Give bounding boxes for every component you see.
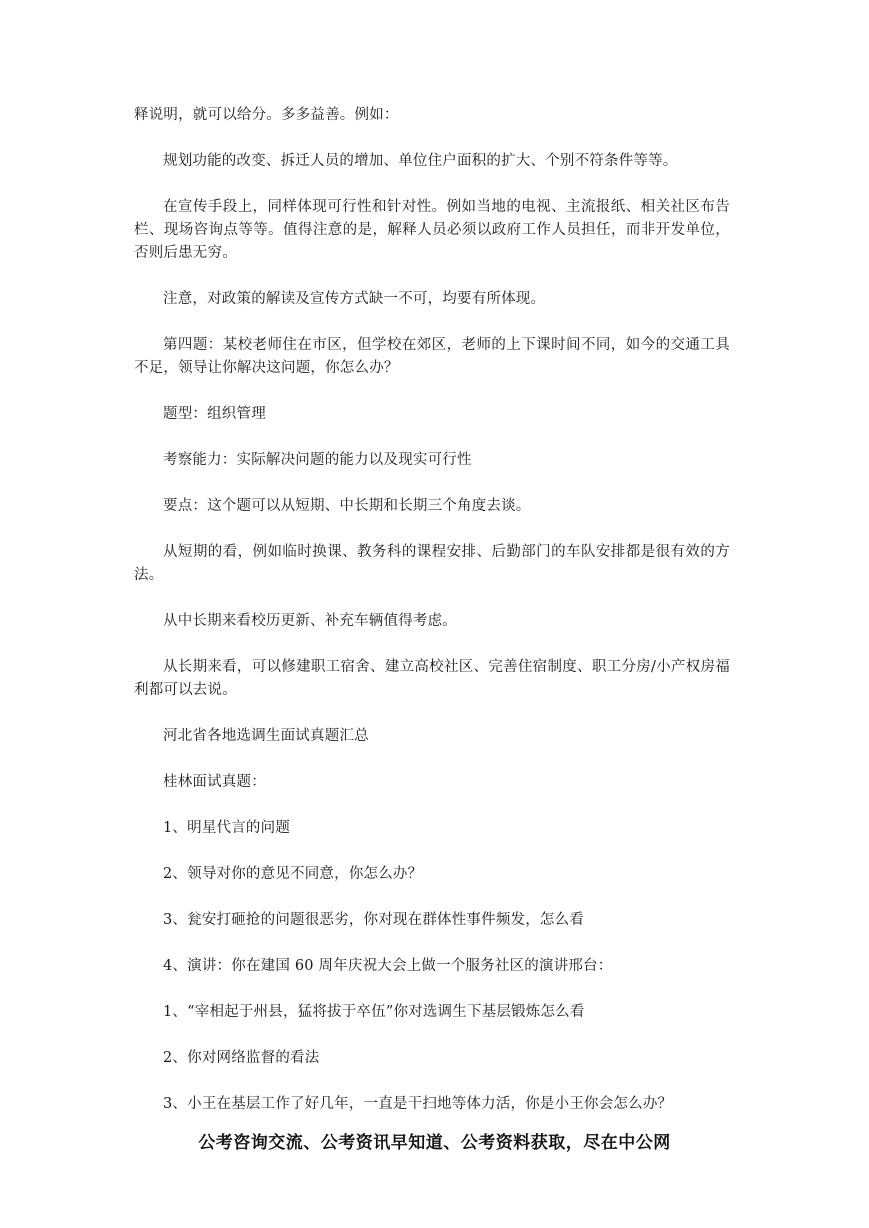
paragraph: 规划功能的改变、拆迁人员的增加、单位住户面积的扩大、个别不符条件等等。 <box>163 153 678 169</box>
paragraph: 释说明，就可以给分。多多益善。例如： <box>134 107 399 123</box>
paragraph: 第四题：某校老师住在市区，但学校在郊区，老师的上下课时间不同，如今的交通工具不足，领导让你解决这问题，你怎么办？ <box>134 337 730 376</box>
list-item: 2、领导对你的意见不同意，你怎么办？ <box>163 866 423 882</box>
paragraph: 要点：这个题可以从短期、中长期和长期三个角度去谈。 <box>163 498 531 514</box>
section-heading: 河北省各地选调生面试真题汇总 <box>163 728 369 744</box>
paragraph: 注意，对政策的解读及宣传方式缺一不可，均要有所体现。 <box>163 291 546 307</box>
list-item: 3、瓮安打砸抢的问题很恶劣，你对现在群体性事件频发，怎么看 <box>163 912 585 928</box>
list-item: 3、小王在基层工作了好几年，一直是干扫地等体力活，你是小王你会怎么办？ <box>163 1096 673 1112</box>
list-item: 2、你对网络监督的看法 <box>163 1050 320 1066</box>
paragraph: 考察能力：实际解决问题的能力以及现实可行性 <box>163 452 472 468</box>
subsection-heading: 桂林面试真题： <box>163 774 266 790</box>
paragraph: 从长期来看，可以修建职工宿舍、建立高校社区、完善住宿制度、职工分房/小产权房福利都可以去说。 <box>134 659 730 698</box>
paragraph: 从短期的看，例如临时换课、教务科的课程安排、后勤部门的车队安排都是很有效的方法。 <box>134 544 730 583</box>
list-item: 1、“宰相起于州县，猛将拔于卒伍”你对选调生下基层锻炼怎么看 <box>163 1004 585 1020</box>
paragraph: 在宣传手段上，同样体现可行性和针对性。例如当地的电视、主流报纸、相关社区布告栏、现场咨询点等等。值得注意的是，解释人员必须以政府工作人员担任，而非开发单位，否则后患无穷。 <box>134 199 730 261</box>
paragraph: 题型：组织管理 <box>163 406 266 422</box>
list-item: 4、演讲：你在建国 60 周年庆祝大会上做一个服务社区的演讲邢台： <box>163 958 613 974</box>
paragraph: 从中长期来看校历更新、补充车辆值得考虑。 <box>163 613 457 629</box>
page-footer: 公考咨询交流、公考资讯早知道、公考资料获取，尽在中公网 <box>198 1133 671 1153</box>
list-item: 1、明星代言的问题 <box>163 820 291 836</box>
